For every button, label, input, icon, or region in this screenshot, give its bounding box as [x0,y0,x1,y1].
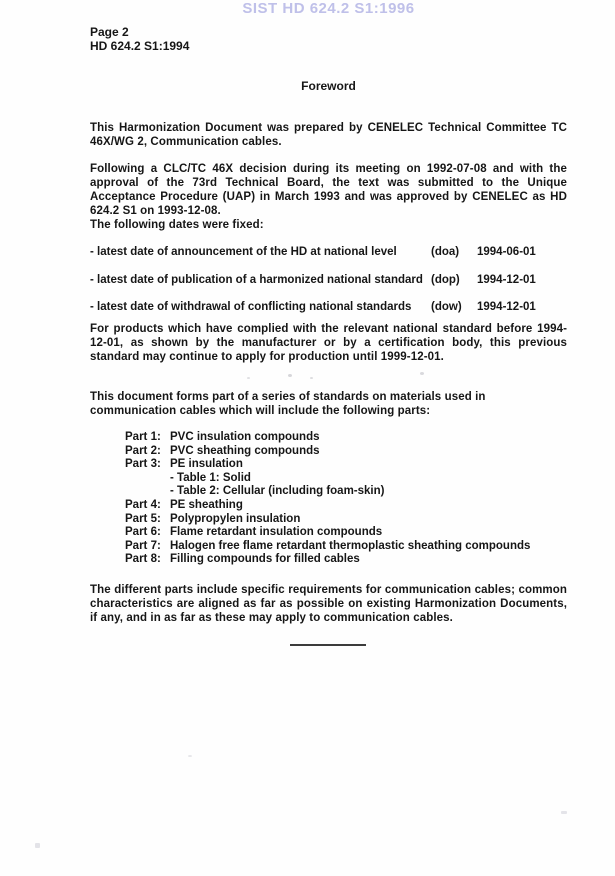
paragraph-transition-period: For products which have complied with the relevant national standard before 1994-12-01, as shown by the manufacturer or by a certification body, this previous standard may continue to apply for production until 1999-12-01. [90,323,567,363]
paragraph-approval-history: Following a CLC/TC 46X decision during its meeting on 1992-07-08 and with the approval of the 73rd Technical Board, the text was submitted to the Unique Acceptance Procedure (UAP) in March 1993 and was approved by CENELEC as HD 624.2 S1 on 1993-12-08. [90,163,567,217]
part-text: Flame retardant insulation compounds [170,526,383,539]
list-subitem: - Table 1: Solid [170,471,251,484]
date-row-dop [90,273,567,287]
date-value: 1994-12-01 [477,301,536,313]
paragraph-prepared-by: This Harmonization Document was prepared by CENELEC Technical Committee TC 46X/WG 2, Communication cables. [90,122,567,148]
date-row-dow [90,300,567,314]
part-text: PVC sheathing compounds [170,444,320,457]
watermark-text: SIST HD 624.2 S1:1996 [242,0,415,17]
part-number: Part 1: [125,431,161,443]
scan-artifact [420,372,424,375]
part-text: Filling compounds for filled cables [170,553,360,566]
date-value: 1994-06-01 [477,246,536,258]
part-number: Part 5: [125,512,161,525]
document-reference: HD 624.2 S1:1994 [90,39,190,53]
scan-artifact [188,755,192,757]
end-divider-rule [290,644,366,646]
part-text: PVC insulation compounds [170,431,320,443]
list-item [90,458,567,472]
part-number: Part 4: [125,498,161,511]
part-text: PE insulation [170,458,243,471]
list-item [90,553,567,567]
part-text: Polypropylen insulation [170,512,301,525]
parts-list [90,431,567,567]
list-item [90,540,567,554]
page-header [90,25,567,53]
date-code: (dow) [431,301,462,313]
paragraph-series-intro: This document forms part of a series of standards on materials used in communication cables which will include the following parts: [90,391,486,417]
date-label: - latest date of publication of a harmonized national standard [90,273,423,286]
page-number: Page 2 [90,25,129,39]
part-number: Part 3: [125,458,161,471]
scan-artifact [247,377,250,379]
list-item [90,513,567,527]
date-label: - latest date of withdrawal of conflicting national standards [90,301,412,313]
dates-intro: The following dates were fixed: [90,219,264,231]
list-item [90,499,567,513]
date-row-doa [90,245,567,259]
list-item [90,431,567,445]
list-subitem: - Table 2: Cellular (including foam-skin) [170,485,385,498]
scan-artifact [288,374,292,377]
date-label: - latest date of announcement of the HD at national level [90,246,397,258]
date-code: (doa) [431,246,460,258]
date-value: 1994-12-01 [477,273,536,286]
part-number: Part 2: [125,444,161,457]
date-code: (dop) [431,273,460,286]
paragraph-common-characteristics: The different parts include specific requirements for communication cables; common characteristics are aligned as far as possible on existing Harmonization Documents, if any, and in as far as these may apply to communication cables. [90,584,567,624]
scan-artifact [561,811,567,814]
section-title: Foreword [301,79,356,93]
part-text: PE sheathing [170,498,243,511]
part-number: Part 7: [125,539,161,552]
scan-artifact [310,377,313,379]
list-item [90,526,567,540]
fixed-dates-list [90,245,567,328]
part-number: Part 6: [125,526,161,539]
scan-artifact [35,843,40,848]
part-number: Part 8: [125,553,161,566]
part-text: Halogen free flame retardant thermoplastic sheathing compounds [170,539,531,552]
list-item [90,445,567,459]
